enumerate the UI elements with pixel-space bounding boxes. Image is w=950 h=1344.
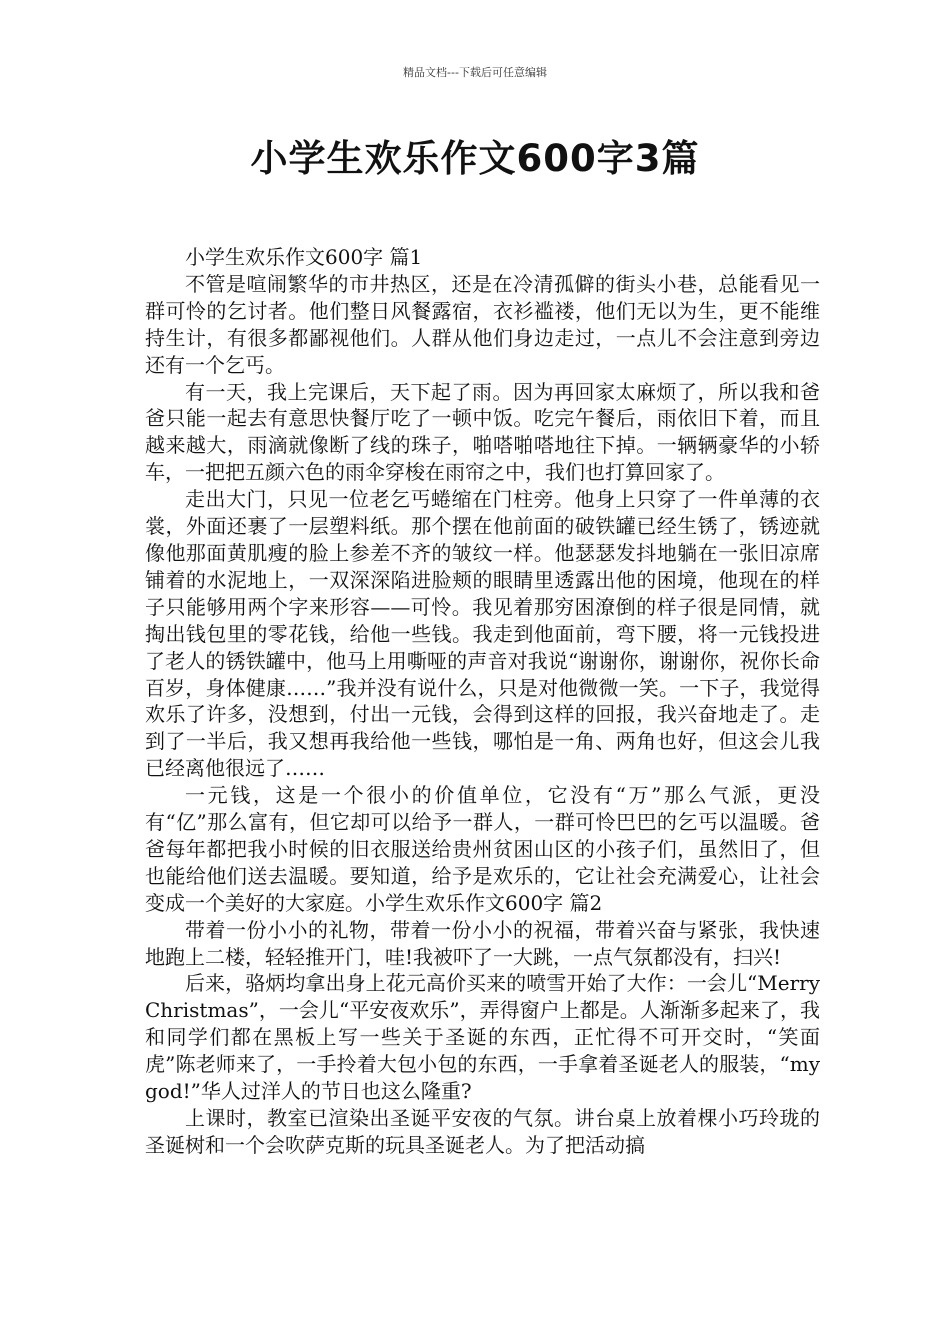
paragraph: 不管是喧闹繁华的市井热区，还是在冷清孤僻的街头小巷，总能看见一群可怜的乞讨者。他们整日风餐露宿，衣衫褴褛，他们无以为生，更不能维持生计，有很多都鄙视他们。人群从他们身边走过，一点儿不会注意到旁边还有一个乞丐。 — [145, 271, 820, 377]
paragraph: 带着一份小小的礼物，带着一份小小的祝福，带着兴奋与紧张，我快速地跑上二楼，轻轻推开门，哇!我被吓了一大跳，一点气氛都没有，扫兴! — [145, 917, 820, 969]
paragraph: 上课时，教室已渲染出圣诞平安夜的气氛。讲台桌上放着棵小巧玲珑的圣诞树和一个会吹萨克斯的玩具圣诞老人。为了把活动搞 — [145, 1106, 820, 1157]
section-heading-1: 小学生欢乐作文600字 篇1 — [185, 245, 423, 269]
paragraph: 后来，骆炳均拿出身上花元高价买来的喷雪开始了大作：一会儿“Merry Christmas”，一会儿“平安夜欢乐”，弄得窗户上都是。人渐渐多起来了，我和同学们都在黑板上写一些关于圣诞的东西，正忙得不可开交时，“笑面虎”陈老师来了，一手拎着大包小包的东西，一手拿着圣诞老人的服装，“my god!”华人过洋人的节日也这么隆重? — [145, 971, 820, 1104]
paragraph: 有一天，我上完课后，天下起了雨。因为再回家太麻烦了，所以我和爸爸只能一起去有意思快餐厅吃了一顿中饭。吃完午餐后，雨依旧下着，而且越来越大，雨滴就像断了线的珠子，啪嗒啪嗒地往下掉。一辆辆豪华的小轿车，一把把五颜六色的雨伞穿梭在雨帘之中，我们也打算回家了。 — [145, 379, 820, 485]
paragraph: 一元钱，这是一个很小的价值单位，它没有“万”那么气派，更没有“亿”那么富有，但它却可以给予一群人，一群可怜巴巴的乞丐以温暖。爸爸每年都把我小时候的旧衣服送给贵州贫困山区的小孩子们，虽然旧了，但也能给他们送去温暖。要知道，给予是欢乐的，它让社会充满爱心，让社会变成一个美好的大家庭。小学生欢乐作文600字 篇2 — [145, 783, 820, 915]
header-note: 精品文档---下载后可任意编辑 — [403, 66, 547, 79]
paragraph: 走出大门，只见一位老乞丐蜷缩在门柱旁。他身上只穿了一件单薄的衣裳，外面还裹了一层塑料纸。那个摆在他前面的破铁罐已经生锈了，锈迹就像他那面黄肌瘦的脸上参差不齐的皱纹一样。他瑟瑟发抖地躺在一张旧凉席铺着的水泥地上，一双深深陷进脸颊的眼睛里透露出他的困境，他现在的样子只能够用两个字来形容——可怜。我见着那穷困潦倒的样子很是同情，就掏出钱包里的零花钱，给他一些钱。我走到他面前，弯下腰，将一元钱投进了老人的锈铁罐中，他马上用嘶哑的声音对我说“谢谢你，谢谢你，祝你长命百岁，身体健康……”我并没有说什么，只是对他微微一笑。一下子，我觉得欢乐了许多，没想到，付出一元钱，会得到这样的回报，我兴奋地走了。走到了一半后，我又想再我给他一些钱，哪怕是一角、两角也好，但这会儿我已经离他很远了…… — [145, 487, 820, 781]
document-body — [145, 244, 820, 1159]
document-title: 小学生欢乐作文600字3篇 — [250, 137, 700, 180]
